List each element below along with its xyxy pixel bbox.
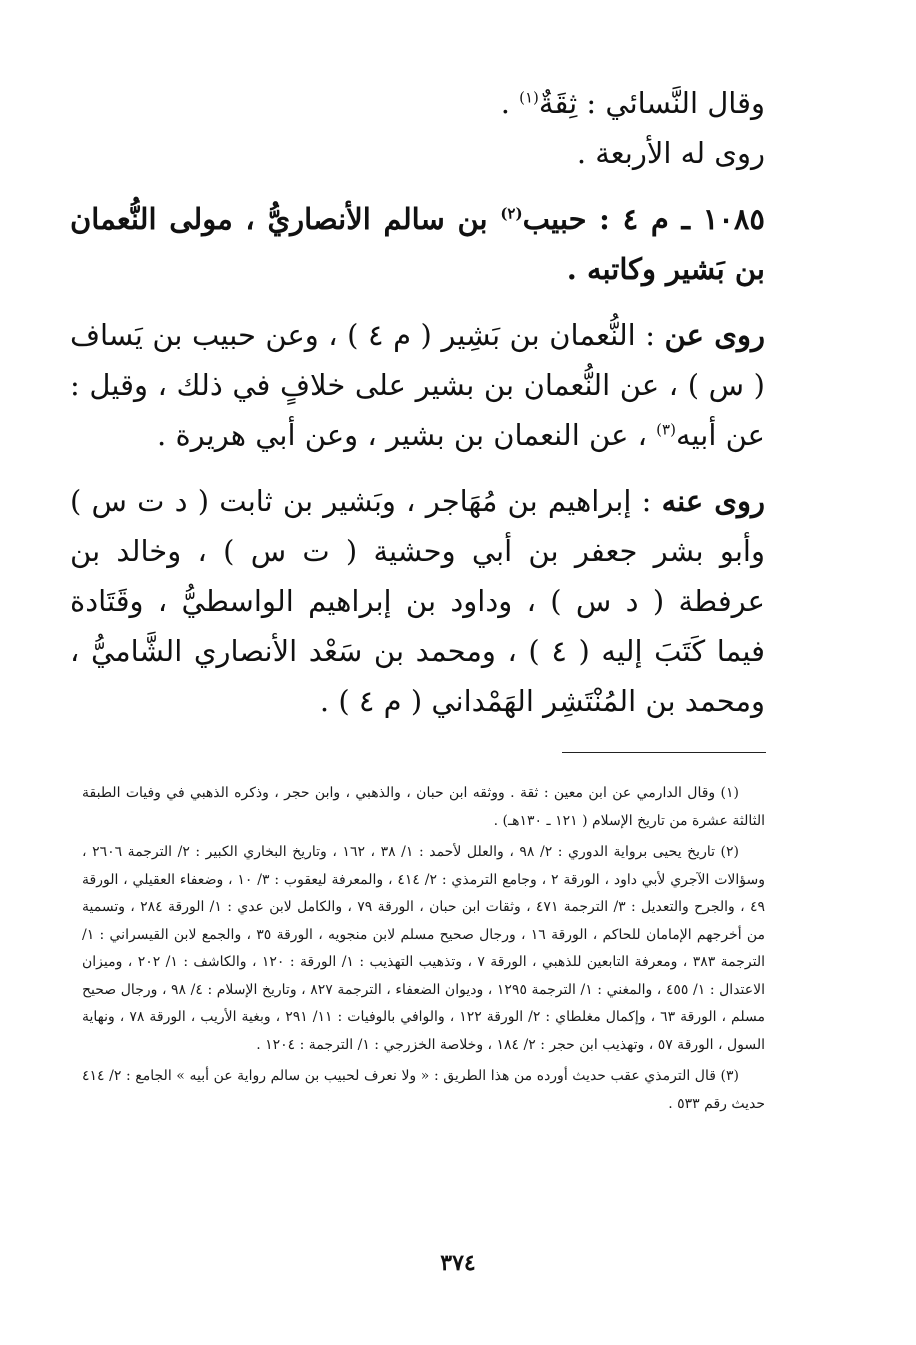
arbaa-line: روى له الأربعة .	[576, 136, 765, 170]
footnote-ref-3[interactable]: (٣)	[656, 420, 676, 439]
entry-name: حبيب	[522, 202, 587, 236]
rawa-an-paragraph	[70, 310, 765, 460]
abihi-word: أبيه	[675, 418, 717, 452]
footnote-separator	[562, 752, 766, 753]
rawa-anhu-paragraph	[70, 476, 765, 726]
rawa-an-label: روى عن	[664, 318, 765, 352]
footnote-2: (٢) تاريخ يحيى برواية الدوري : ٢/ ٩٨ ، والعلل لأحمد : ١/ ٣٨ ، ١٦٢ ، وتاريخ البخاري الكبير : ٢/ الترجمة ٢٦٠٦ ، وسؤالات الآجري لأبي داود ، الورقة ٢ ، وجامع الترمذي : ٢/ ٤١٤ ، والمعرفة ليعقوب : ٣/ ١٠ ، وضعفاء العقيلي ، الورقة ٤٩ ، والجرح والتعديل : ٣/ الترجمة ٤٧١ ، وثقات ابن حبان ، الورقة ٧٩ ، والكامل لابن عدي : ١/ الورقة ٢٨٤ ، وتسمية من أخرجهم الإمامان للحاكم ، الورقة ١٦ ، ورجال صحيح مسلم لابن منجويه ، الورقة ٣٥ ، والجمع لابن القيسراني : ١/ الترجمة ٣٨٣ ، ومعرفة التابعين للذهبي ، الورقة ٧ ، وتذهيب التهذيب : ١/ الورقة : ١٢٠ ، والكاشف : ١/ ٢٠٢ ، وميزان الاعتدال : ١/ ٤٥٥ ، والمغني : ١/ الترجمة ١٢٩٥ ، وديوان الضعفاء ، الترجمة ٨٢٧ ، وتاريخ الإسلام : ٤/ ٩٨ ، ورجال صحيح مسلم ، الورقة ٦٣ ، وإكمال مغلطاي : ٢/ الورقة ١٢٢ ، والوافي بالوفيات : ١١/ ٢٩١ ، وبغية الأريب ، الورقة ٧٨ ، ونهاية السول ، الورقة ٥٧ ، وتهذيب ابن حجر : ٢/ ١٨٤ ، وخلاصة الخزرجي : ١/ الترجمة : ١٢٠٤ .	[82, 844, 766, 1053]
main-text	[70, 78, 765, 726]
footnotes	[82, 780, 765, 1122]
page-number: ٣٧٤	[440, 1250, 476, 1276]
rawa-anhu-label: روى عنه	[661, 484, 765, 518]
footnote-ref-1[interactable]: (١)	[519, 88, 539, 107]
nasai-end: .	[500, 86, 520, 120]
footnote-ref-2[interactable]: (٢)	[500, 204, 523, 223]
rawa-anhu-text: : إبراهيم بن مُهَاجر ، وبَشير بن ثابت ( د ت س ) وأبو بشر جعفر بن أبي وحشية ( ت س ) ، وخالد بن عرفطة ( د س ) ، وداود بن إبراهيم الواسطيُّ ، وقَتَادة فيما كَتَبَ إليه ( ٤ ) ، ومحمد بن سَعْد الأنصاري الشَّاميُّ ، ومحمد بن المُنْتَشِر الهَمْداني ( م ٤ ) .	[70, 484, 765, 718]
nasai-text: وقال النَّسائي : ثِقَةٌ	[538, 86, 765, 120]
rawa-an-text: : النُّعمان بن بَشِير ( م ٤ ) ، وعن حبيب بن يَساف ( س ) ، عن النُّعمان بن بشير على خلافٍ في ذلك ، وقيل : عن	[70, 318, 765, 452]
entry-number: ١٠٨٥ ـ م ٤ :	[586, 202, 765, 236]
entry-rest: بن سالم الأنصاريُّ ، مولى النُّعمان بن بَشير وكاتبه .	[70, 202, 765, 286]
footnote-3: (٣) قال الترمذي عقب حديث أورده من هذا الطريق : « ولا نعرف لحبيب بن سالم رواية عن أبيه » الجامع : ٢/ ٤١٤ حديث رقم ٥٣٣ .	[82, 1068, 765, 1112]
nasai-line	[70, 78, 765, 128]
footnote-1: (١) وقال الدارمي عن ابن معين : ثقة . ووثقه ابن حبان ، والذهبي ، وابن حجر ، وذكره الذهبي في وفيات الطبقة الثالثة عشرة من تاريخ الإسلام ( ١٢١ ـ ١٣٠هـ) .	[82, 785, 765, 829]
entry-heading	[70, 194, 765, 294]
rawa-an-end: ، عن النعمان بن بشير ، وعن أبي هريرة .	[157, 418, 657, 452]
